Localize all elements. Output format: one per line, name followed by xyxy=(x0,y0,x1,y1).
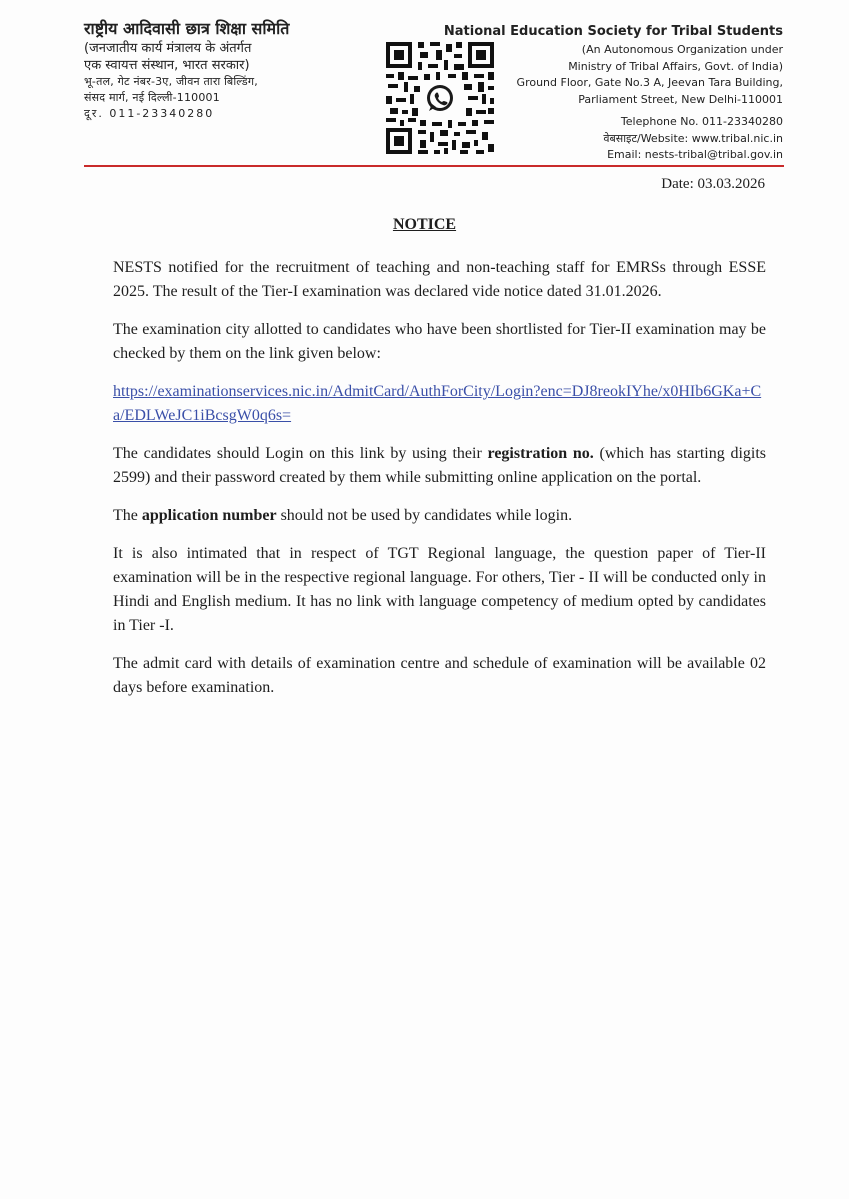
notice-body xyxy=(113,256,766,714)
paragraph-application-number: The application number should not be used by candidates while login. xyxy=(113,507,573,524)
paragraph-city-allotment: The examination city allotted to candidates who have been shortlisted for Tier-II examination may be checked by them on the link given below: xyxy=(113,321,766,362)
paragraph-language: It is also intimated that in respect of TGT Regional language, the question paper of Tier-II examination will be in the respective regional language. For others, Tier - II will be conducted only in Hindi and English medium. It has no link with language competency of medium opted by candidates in Tier -I. xyxy=(113,545,766,634)
registration-no-text: registration no. xyxy=(487,445,594,462)
paragraph-recruitment: NESTS notified for the recruitment of teaching and non-teaching staff for EMRSs through ESSE 2025. The result of the Tier-I examination was declared vide notice dated 31.01.2026. xyxy=(113,259,766,300)
application-number-text: application number xyxy=(141,507,277,524)
notice-title: NOTICE xyxy=(392,216,457,233)
org-name-hindi: राष्ट्रीय आदिवासी छात्र शिक्षा समिति xyxy=(84,19,290,38)
letterhead-hindi xyxy=(84,18,374,122)
org-desc-hindi-1: (जनजातीय कार्य मंत्रालय के अंतर्गत xyxy=(84,41,252,56)
paragraph-login-instructions: The candidates should Login on this link by using their registration no. (which has starting digits 2599) and their password created by them while submitting online application on the portal. xyxy=(113,445,767,486)
website: वेबसाइट/Website: www.tribal.nic.in xyxy=(603,131,783,145)
address-english-2: Parliament Street, New Delhi-110001 xyxy=(578,92,783,106)
org-name-english: National Education Society for Tribal Students xyxy=(443,24,783,39)
address-hindi-2: संसद मार्ग, नई दिल्ली-110001 xyxy=(84,91,220,104)
phone-hindi: दूर. 011-23340280 xyxy=(84,107,215,120)
address-english-1: Ground Floor, Gate No.3 A, Jeevan Tara Building, xyxy=(516,76,783,89)
org-desc-english-2: Ministry of Tribal Affairs, Govt. of India) xyxy=(568,59,783,73)
address-hindi-1: भू-तल, गेट नंबर-3ए, जीवन तारा बिल्डिंग, xyxy=(84,75,258,88)
city-allotment-link[interactable]: https://examinationservices.nic.in/AdmitCard/AuthForCity/Login?enc=DJ8reokIYhe/x0HIb6GKa+Ca/EDLWeJC1iBcsgW0q6s= xyxy=(113,383,762,424)
org-desc-hindi-2: एक स्वायत्त संस्थान, भारत सरकार) xyxy=(84,58,250,73)
org-desc-english-1: (An Autonomous Organization under xyxy=(581,43,783,56)
letterhead-english xyxy=(423,22,783,164)
email: Email: nests-tribal@tribal.gov.in xyxy=(607,148,783,161)
telephone-english: Telephone No. 011-23340280 xyxy=(620,115,783,128)
paragraph-admit-card: The admit card with details of examination centre and schedule of examination will be available 02 days before examination. xyxy=(113,655,766,696)
paragraph-link xyxy=(113,380,766,428)
notice-date: Date: 03.03.2026 xyxy=(661,176,765,192)
letterhead-divider xyxy=(84,165,784,167)
